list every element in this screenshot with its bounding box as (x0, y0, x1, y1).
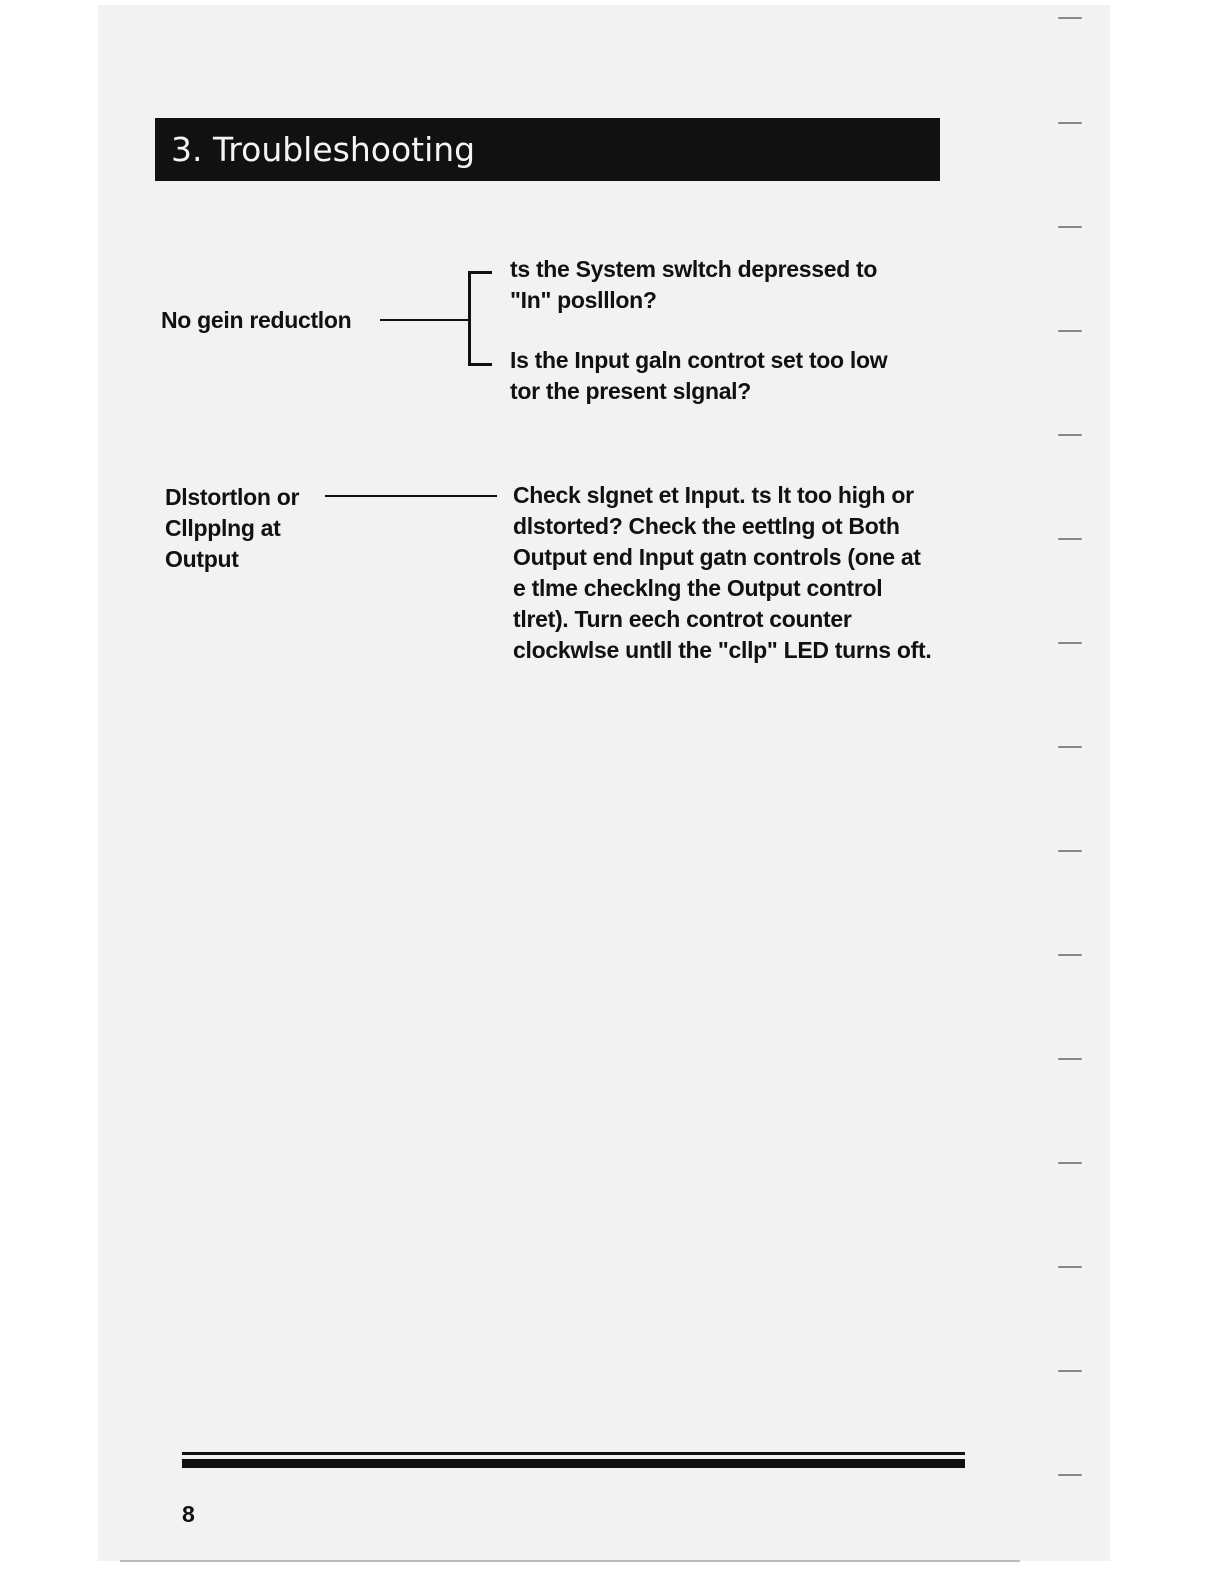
problem-label (165, 482, 299, 575)
problem-label-line: Cllpplng at (165, 515, 281, 541)
problem-label-line: No gein reductlon (161, 307, 352, 333)
bracket-vertical (468, 271, 471, 366)
footer-rule (182, 1459, 965, 1468)
bracket-top-arm (468, 271, 492, 274)
margin-tick (1058, 330, 1082, 332)
page-margin-strip (1110, 0, 1224, 1584)
footer-rule (182, 1452, 965, 1455)
margin-tick (1058, 226, 1082, 228)
document-page (98, 5, 1110, 1561)
margin-tick (1058, 746, 1082, 748)
margin-tick (1058, 434, 1082, 436)
margin-tick (1058, 17, 1082, 19)
answer-line: "In" poslllon? (510, 287, 657, 313)
margin-tick (1058, 1162, 1082, 1164)
margin-tick (1058, 642, 1082, 644)
problem-label (161, 305, 351, 336)
answer-text (510, 254, 877, 316)
answer-line: clockwlse untll the "cllp" LED turns oft. (513, 637, 932, 663)
problem-label-line: Output (165, 546, 239, 572)
margin-tick (1058, 954, 1082, 956)
margin-tick (1058, 850, 1082, 852)
answer-line: tor the present slgnal? (510, 378, 752, 404)
margin-tick (1058, 1474, 1082, 1476)
margin-tick (1058, 538, 1082, 540)
bracket-bottom-arm (468, 363, 492, 366)
answer-line: Output end Input gatn controls (one at (513, 544, 921, 570)
answer-line: dlstorted? Check the eettlng ot Both (513, 513, 900, 539)
section-title: 3. Troubleshooting (171, 130, 476, 169)
margin-tick (1058, 1370, 1082, 1372)
page-bottom-edge (120, 1560, 1020, 1562)
margin-tick (1058, 1266, 1082, 1268)
page-number: 8 (182, 1501, 195, 1527)
answer-text (510, 345, 887, 407)
answer-line: ts the System swltch depressed to (510, 256, 878, 282)
answer-text (513, 480, 931, 666)
margin-tick (1058, 1058, 1082, 1060)
answer-line: Check slgnet et Input. ts lt too high or (513, 482, 914, 508)
problem-label-line: Dlstortlon or (165, 484, 300, 510)
connector-line (380, 319, 470, 321)
margin-tick (1058, 122, 1082, 124)
answer-line: tlret). Turn eech controt counter (513, 606, 852, 632)
answer-line: e tlme checklng the Output control (513, 575, 883, 601)
answer-line: Is the Input galn controt set too low (510, 347, 888, 373)
connector-line (325, 495, 497, 497)
